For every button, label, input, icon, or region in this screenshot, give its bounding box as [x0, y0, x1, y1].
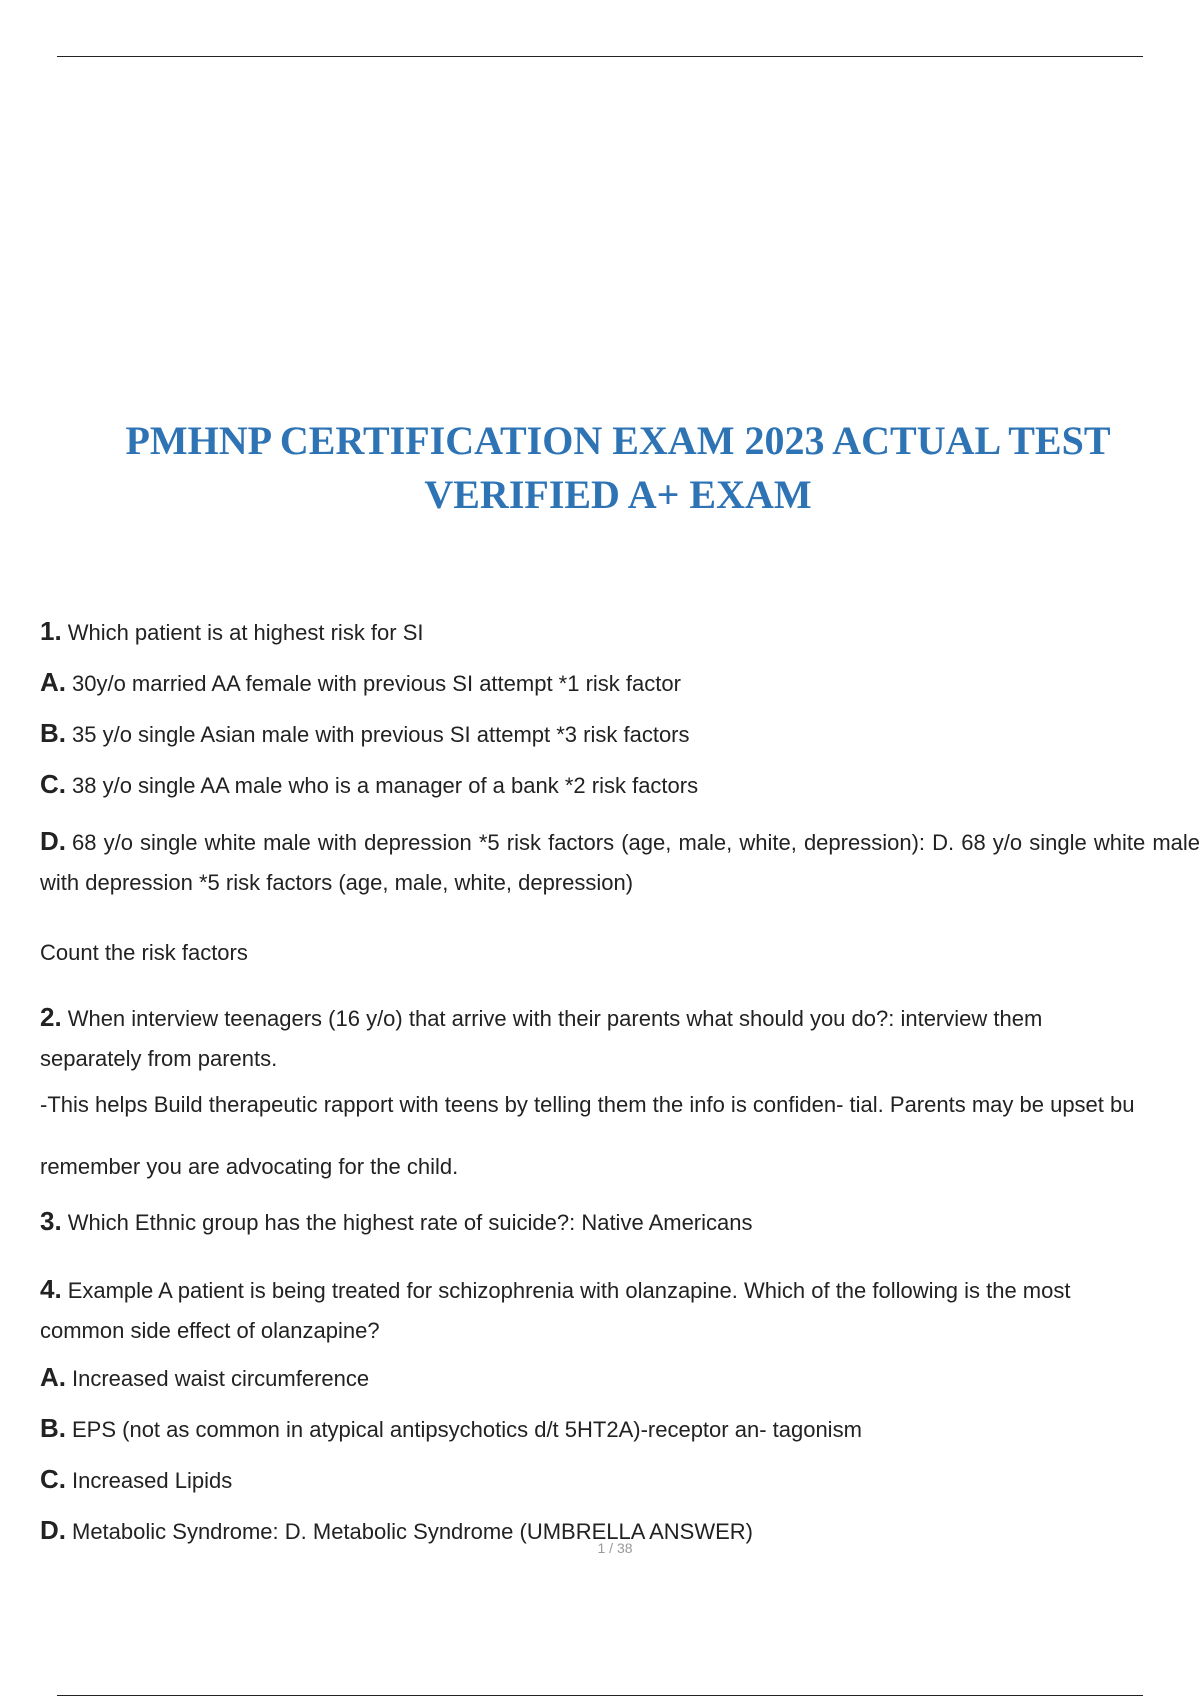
q1-note: Count the risk factors: [40, 940, 248, 965]
question-number: 2.: [40, 1002, 62, 1032]
q4-option-b: [40, 1414, 1200, 1444]
question-1: [40, 617, 1200, 647]
option-letter: B.: [40, 718, 66, 748]
q1-option-d: [40, 821, 1200, 903]
option-text: Metabolic Syndrome: D. Metabolic Syndrome (UMBRELLA ANSWER): [72, 1519, 754, 1544]
question-text: When interview teenagers (16 y/o) that arrive with their parents what should you do?: interview them separately from parents.: [40, 1006, 1043, 1071]
option-text: 30y/o married AA female with previous SI attempt *1 risk factor: [72, 671, 681, 696]
question-number: 1.: [40, 616, 62, 646]
title-line-1: PMHNP CERTIFICATION EXAM 2023 ACTUAL TEST: [125, 418, 1111, 463]
top-rule: [57, 56, 1143, 57]
question-number: 4.: [40, 1274, 62, 1304]
option-letter: D.: [40, 1515, 66, 1545]
option-letter: D.: [40, 826, 66, 856]
option-letter: C.: [40, 769, 66, 799]
page-indicator: 1 / 38: [597, 1540, 633, 1556]
question-number: 3.: [40, 1206, 62, 1236]
question-text: Which patient is at highest risk for SI: [67, 620, 424, 645]
bottom-rule: [57, 1695, 1143, 1696]
question-text: Example A patient is being treated for schizophrenia with olanzapine. Which of the following is the most common side effect of olanzapine?: [40, 1278, 1071, 1343]
question-3: [40, 1207, 1200, 1237]
q4-option-c: [40, 1465, 1200, 1495]
q1-option-a: [40, 668, 1200, 698]
q2-explanation-cont: remember you are advocating for the child.: [40, 1154, 459, 1179]
option-text: Increased Lipids: [72, 1468, 233, 1493]
q4-option-a: [40, 1363, 1200, 1393]
option-text: 38 y/o single AA male who is a manager of a bank *2 risk factors: [72, 773, 699, 798]
exam-content: [40, 617, 1200, 1546]
option-text: Increased waist circumference: [72, 1366, 370, 1391]
option-text: 35 y/o single Asian male with previous SI attempt *3 risk factors: [72, 722, 690, 747]
option-letter: A.: [40, 1362, 66, 1392]
title-line-2: VERIFIED A+ EXAM: [424, 472, 812, 517]
q2-explanation: -This helps Build therapeutic rapport with teens by telling them the info is confiden- tial. Parents may be upset bu: [40, 1092, 1135, 1117]
option-letter: B.: [40, 1413, 66, 1443]
question-2: [40, 997, 1080, 1079]
option-letter: A.: [40, 667, 66, 697]
document-title: [0, 414, 1200, 522]
question-text: Which Ethnic group has the highest rate of suicide?: Native Americans: [67, 1210, 753, 1235]
question-4: [40, 1269, 1120, 1351]
option-text: 68 y/o single white male with depression *5 risk factors (age, male, white, depression): D. 68 y/o single white male with depression *5 risk factors (age, male, white, depression): [40, 830, 1200, 895]
option-letter: C.: [40, 1464, 66, 1494]
q1-option-c: [40, 770, 1200, 800]
q1-option-b: [40, 719, 1200, 749]
option-text: EPS (not as common in atypical antipsychotics d/t 5HT2A)-receptor an- tagonism: [72, 1417, 862, 1442]
